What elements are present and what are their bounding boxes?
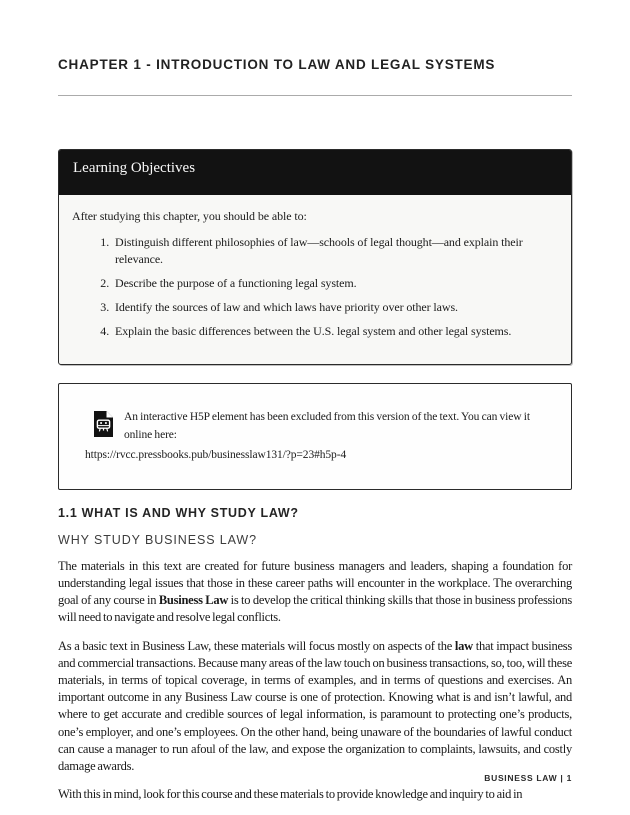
paragraph — [58, 786, 572, 803]
section-heading: 1.1 WHAT IS AND WHY STUDY LAW? — [58, 505, 299, 520]
h5p-note-text: An interactive H5P element has been excluded from this version of the text. You can view it online here: — [124, 411, 530, 441]
learning-objectives-title: Learning Objectives — [73, 160, 196, 176]
title-divider — [58, 95, 572, 96]
page-title: CHAPTER 1 - INTRODUCTION TO LAW AND LEGAL SYSTEMS — [58, 57, 496, 72]
objective-item: 1. Distinguish different philosophies of law—schools of legal thought—and explain their relevance. — [112, 234, 532, 268]
paragraph-bold-term: law — [454, 638, 473, 653]
learning-objectives-header — [59, 150, 571, 195]
sub-heading: WHY STUDY BUSINESS LAW? — [58, 532, 257, 547]
learning-objectives-box — [58, 149, 572, 365]
h5p-document-icon — [94, 411, 113, 445]
paragraph-text: is to develop the critical thinking skills that those in business professions will need to navigate and resolve legal conflicts. — [58, 593, 573, 625]
learning-objectives-body — [59, 195, 571, 364]
objective-item: 4. Explain the basic differences between the U.S. legal system and other legal systems. — [112, 323, 532, 340]
paragraph-text: The materials in this text are created for future business managers and leaders, shaping a foundation for understanding legal issues that those in these career paths will encounter in the workplace. The overarching goal of any course in — [58, 558, 572, 608]
objective-item: 3. Identify the sources of law and which laws have priority over other laws. — [112, 299, 532, 316]
paragraph — [58, 558, 572, 627]
objectives-list — [72, 234, 555, 340]
paragraph — [58, 638, 572, 776]
h5p-link[interactable]: https://rvcc.pressbooks.pub/businesslaw131/?p=23#h5p-4 — [85, 448, 347, 461]
paragraph-text: As a basic text in Business Law, these materials will focus mostly on aspects of the — [58, 638, 455, 653]
objectives-intro: After studying this chapter, you should be able to: — [72, 209, 307, 223]
paragraph-text: With this in mind, look for this course and these materials to provide knowledge and inquiry to aid in — [58, 787, 523, 802]
paragraph-bold-term: Business Law — [158, 593, 229, 608]
paragraph-text: that impact business and commercial transactions. Because many areas of the law touch on business transactions, so, too, will these materials, in terms of topical coverage, in terms of examples, and in terms of questions and exercises. An important outcome in any Business Law course is one of protection. Knowing what is and isn’t lawful, and where to get accurate and credible sources of legal information, is paramount to protecting one’s products, one’s employer, and one’s employees. On the other hand, being unaware of the boundaries of lawful conduct can cause a manager to run afoul of the law, and expose the organization to complaints, lawsuits, and costly damage awards. — [58, 638, 572, 774]
objective-item: 2. Describe the purpose of a functioning legal system. — [112, 275, 532, 292]
h5p-excluded-box — [58, 383, 572, 490]
page-number: BUSINESS LAW | 1 — [484, 773, 572, 783]
